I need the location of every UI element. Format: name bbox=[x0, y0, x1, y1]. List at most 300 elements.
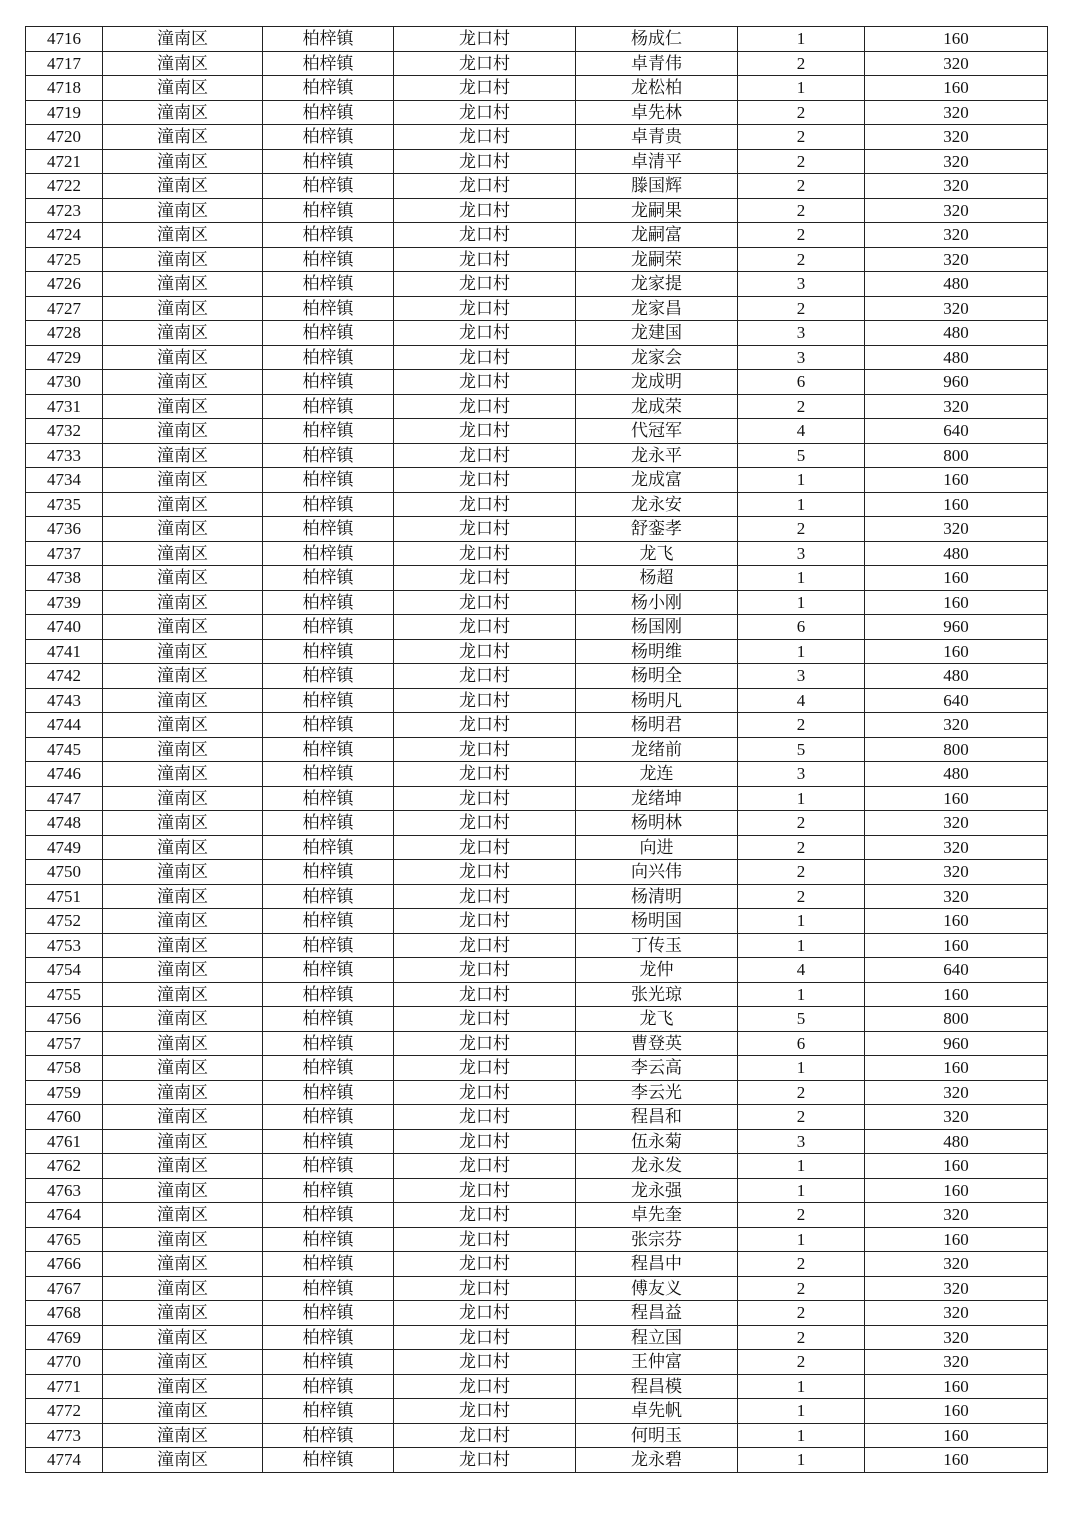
cell-persons: 1 bbox=[738, 1178, 865, 1203]
cell-name: 卓先奎 bbox=[576, 1203, 738, 1228]
cell-district: 潼南区 bbox=[103, 125, 263, 150]
cell-district: 潼南区 bbox=[103, 1325, 263, 1350]
cell-no: 4748 bbox=[26, 811, 103, 836]
cell-persons: 5 bbox=[738, 737, 865, 762]
table-row bbox=[26, 688, 1048, 713]
cell-town: 柏梓镇 bbox=[263, 149, 394, 174]
cell-amount: 320 bbox=[865, 149, 1048, 174]
cell-village: 龙口村 bbox=[394, 1031, 576, 1056]
cell-town: 柏梓镇 bbox=[263, 1423, 394, 1448]
cell-persons: 2 bbox=[738, 100, 865, 125]
cell-district: 潼南区 bbox=[103, 419, 263, 444]
table-row bbox=[26, 1301, 1048, 1326]
cell-village: 龙口村 bbox=[394, 1178, 576, 1203]
cell-district: 潼南区 bbox=[103, 737, 263, 762]
cell-district: 潼南区 bbox=[103, 1227, 263, 1252]
table-row bbox=[26, 860, 1048, 885]
table-row bbox=[26, 394, 1048, 419]
cell-name: 杨清明 bbox=[576, 884, 738, 909]
cell-amount: 160 bbox=[865, 982, 1048, 1007]
cell-name: 杨明全 bbox=[576, 664, 738, 689]
cell-village: 龙口村 bbox=[394, 174, 576, 199]
cell-district: 潼南区 bbox=[103, 1031, 263, 1056]
table-row bbox=[26, 149, 1048, 174]
cell-amount: 320 bbox=[865, 1350, 1048, 1375]
cell-no: 4725 bbox=[26, 247, 103, 272]
cell-no: 4731 bbox=[26, 394, 103, 419]
cell-persons: 4 bbox=[738, 419, 865, 444]
cell-persons: 2 bbox=[738, 198, 865, 223]
cell-amount: 160 bbox=[865, 1399, 1048, 1424]
cell-village: 龙口村 bbox=[394, 1203, 576, 1228]
cell-town: 柏梓镇 bbox=[263, 615, 394, 640]
cell-amount: 480 bbox=[865, 762, 1048, 787]
cell-district: 潼南区 bbox=[103, 27, 263, 52]
cell-name: 杨小刚 bbox=[576, 590, 738, 615]
cell-persons: 2 bbox=[738, 811, 865, 836]
cell-town: 柏梓镇 bbox=[263, 713, 394, 738]
cell-town: 柏梓镇 bbox=[263, 762, 394, 787]
cell-town: 柏梓镇 bbox=[263, 1325, 394, 1350]
cell-district: 潼南区 bbox=[103, 1007, 263, 1032]
cell-amount: 640 bbox=[865, 958, 1048, 983]
cell-amount: 320 bbox=[865, 713, 1048, 738]
cell-village: 龙口村 bbox=[394, 909, 576, 934]
cell-persons: 1 bbox=[738, 1448, 865, 1473]
cell-name: 龙嗣果 bbox=[576, 198, 738, 223]
cell-district: 潼南区 bbox=[103, 1080, 263, 1105]
cell-village: 龙口村 bbox=[394, 811, 576, 836]
cell-town: 柏梓镇 bbox=[263, 1252, 394, 1277]
cell-persons: 1 bbox=[738, 1423, 865, 1448]
cell-persons: 1 bbox=[738, 1374, 865, 1399]
cell-name: 龙建国 bbox=[576, 321, 738, 346]
cell-village: 龙口村 bbox=[394, 100, 576, 125]
cell-village: 龙口村 bbox=[394, 1374, 576, 1399]
cell-no: 4763 bbox=[26, 1178, 103, 1203]
table-row bbox=[26, 884, 1048, 909]
cell-name: 龙成明 bbox=[576, 370, 738, 395]
cell-persons: 2 bbox=[738, 149, 865, 174]
cell-amount: 160 bbox=[865, 933, 1048, 958]
cell-no: 4722 bbox=[26, 174, 103, 199]
cell-name: 曹登英 bbox=[576, 1031, 738, 1056]
cell-town: 柏梓镇 bbox=[263, 860, 394, 885]
cell-district: 潼南区 bbox=[103, 492, 263, 517]
cell-town: 柏梓镇 bbox=[263, 1301, 394, 1326]
cell-name: 龙飞 bbox=[576, 541, 738, 566]
cell-persons: 1 bbox=[738, 933, 865, 958]
cell-district: 潼南区 bbox=[103, 247, 263, 272]
cell-village: 龙口村 bbox=[394, 1105, 576, 1130]
cell-name: 龙永安 bbox=[576, 492, 738, 517]
cell-persons: 1 bbox=[738, 1154, 865, 1179]
cell-amount: 320 bbox=[865, 811, 1048, 836]
table-row bbox=[26, 1399, 1048, 1424]
table-row bbox=[26, 835, 1048, 860]
table-row bbox=[26, 443, 1048, 468]
cell-district: 潼南区 bbox=[103, 1399, 263, 1424]
cell-no: 4720 bbox=[26, 125, 103, 150]
table-row bbox=[26, 1178, 1048, 1203]
cell-town: 柏梓镇 bbox=[263, 664, 394, 689]
cell-district: 潼南区 bbox=[103, 688, 263, 713]
cell-amount: 800 bbox=[865, 737, 1048, 762]
cell-amount: 800 bbox=[865, 443, 1048, 468]
cell-persons: 2 bbox=[738, 713, 865, 738]
cell-name: 丁传玉 bbox=[576, 933, 738, 958]
table-row bbox=[26, 419, 1048, 444]
cell-village: 龙口村 bbox=[394, 1056, 576, 1081]
cell-town: 柏梓镇 bbox=[263, 272, 394, 297]
table-row bbox=[26, 1325, 1048, 1350]
cell-district: 潼南区 bbox=[103, 1350, 263, 1375]
cell-amount: 320 bbox=[865, 247, 1048, 272]
cell-name: 向兴伟 bbox=[576, 860, 738, 885]
cell-no: 4735 bbox=[26, 492, 103, 517]
cell-district: 潼南区 bbox=[103, 443, 263, 468]
cell-persons: 3 bbox=[738, 1129, 865, 1154]
cell-name: 杨国刚 bbox=[576, 615, 738, 640]
cell-village: 龙口村 bbox=[394, 443, 576, 468]
cell-no: 4739 bbox=[26, 590, 103, 615]
table-row bbox=[26, 982, 1048, 1007]
cell-town: 柏梓镇 bbox=[263, 737, 394, 762]
cell-village: 龙口村 bbox=[394, 884, 576, 909]
table-row bbox=[26, 615, 1048, 640]
cell-district: 潼南区 bbox=[103, 1252, 263, 1277]
cell-village: 龙口村 bbox=[394, 345, 576, 370]
cell-district: 潼南区 bbox=[103, 541, 263, 566]
cell-no: 4767 bbox=[26, 1276, 103, 1301]
cell-no: 4759 bbox=[26, 1080, 103, 1105]
table-row bbox=[26, 639, 1048, 664]
cell-name: 龙家会 bbox=[576, 345, 738, 370]
table-row bbox=[26, 811, 1048, 836]
cell-no: 4723 bbox=[26, 198, 103, 223]
cell-persons: 1 bbox=[738, 566, 865, 591]
table-row bbox=[26, 1080, 1048, 1105]
cell-no: 4749 bbox=[26, 835, 103, 860]
cell-town: 柏梓镇 bbox=[263, 835, 394, 860]
cell-name: 龙飞 bbox=[576, 1007, 738, 1032]
cell-persons: 2 bbox=[738, 247, 865, 272]
cell-town: 柏梓镇 bbox=[263, 1374, 394, 1399]
cell-town: 柏梓镇 bbox=[263, 370, 394, 395]
cell-village: 龙口村 bbox=[394, 541, 576, 566]
cell-district: 潼南区 bbox=[103, 1056, 263, 1081]
cell-town: 柏梓镇 bbox=[263, 1178, 394, 1203]
cell-name: 龙成富 bbox=[576, 468, 738, 493]
cell-no: 4765 bbox=[26, 1227, 103, 1252]
cell-village: 龙口村 bbox=[394, 296, 576, 321]
cell-persons: 3 bbox=[738, 541, 865, 566]
cell-village: 龙口村 bbox=[394, 321, 576, 346]
cell-persons: 1 bbox=[738, 909, 865, 934]
cell-no: 4768 bbox=[26, 1301, 103, 1326]
cell-village: 龙口村 bbox=[394, 860, 576, 885]
cell-persons: 1 bbox=[738, 590, 865, 615]
cell-amount: 160 bbox=[865, 566, 1048, 591]
cell-village: 龙口村 bbox=[394, 639, 576, 664]
cell-village: 龙口村 bbox=[394, 713, 576, 738]
cell-village: 龙口村 bbox=[394, 223, 576, 248]
cell-no: 4751 bbox=[26, 884, 103, 909]
cell-name: 舒銮孝 bbox=[576, 517, 738, 542]
table-row bbox=[26, 713, 1048, 738]
cell-village: 龙口村 bbox=[394, 468, 576, 493]
cell-name: 何明玉 bbox=[576, 1423, 738, 1448]
cell-name: 王仲富 bbox=[576, 1350, 738, 1375]
table-row bbox=[26, 1105, 1048, 1130]
cell-town: 柏梓镇 bbox=[263, 51, 394, 76]
cell-persons: 3 bbox=[738, 272, 865, 297]
cell-amount: 320 bbox=[865, 860, 1048, 885]
cell-persons: 6 bbox=[738, 615, 865, 640]
cell-district: 潼南区 bbox=[103, 100, 263, 125]
cell-amount: 160 bbox=[865, 1154, 1048, 1179]
table-row bbox=[26, 1203, 1048, 1228]
cell-no: 4757 bbox=[26, 1031, 103, 1056]
cell-name: 卓清平 bbox=[576, 149, 738, 174]
cell-no: 4766 bbox=[26, 1252, 103, 1277]
cell-town: 柏梓镇 bbox=[263, 198, 394, 223]
cell-name: 卓青贵 bbox=[576, 125, 738, 150]
cell-village: 龙口村 bbox=[394, 786, 576, 811]
cell-district: 潼南区 bbox=[103, 468, 263, 493]
cell-amount: 320 bbox=[865, 1105, 1048, 1130]
cell-amount: 160 bbox=[865, 492, 1048, 517]
cell-town: 柏梓镇 bbox=[263, 1031, 394, 1056]
cell-name: 龙松柏 bbox=[576, 76, 738, 101]
cell-village: 龙口村 bbox=[394, 125, 576, 150]
table-row bbox=[26, 737, 1048, 762]
table-row bbox=[26, 468, 1048, 493]
cell-amount: 480 bbox=[865, 1129, 1048, 1154]
cell-name: 龙永碧 bbox=[576, 1448, 738, 1473]
cell-no: 4730 bbox=[26, 370, 103, 395]
cell-town: 柏梓镇 bbox=[263, 590, 394, 615]
cell-village: 龙口村 bbox=[394, 590, 576, 615]
cell-district: 潼南区 bbox=[103, 590, 263, 615]
cell-village: 龙口村 bbox=[394, 566, 576, 591]
cell-persons: 2 bbox=[738, 1203, 865, 1228]
cell-no: 4727 bbox=[26, 296, 103, 321]
cell-name: 张宗芬 bbox=[576, 1227, 738, 1252]
cell-village: 龙口村 bbox=[394, 933, 576, 958]
cell-amount: 480 bbox=[865, 541, 1048, 566]
cell-district: 潼南区 bbox=[103, 664, 263, 689]
cell-amount: 320 bbox=[865, 51, 1048, 76]
cell-name: 龙家提 bbox=[576, 272, 738, 297]
cell-district: 潼南区 bbox=[103, 909, 263, 934]
cell-no: 4755 bbox=[26, 982, 103, 1007]
cell-district: 潼南区 bbox=[103, 933, 263, 958]
cell-persons: 6 bbox=[738, 1031, 865, 1056]
cell-persons: 2 bbox=[738, 1325, 865, 1350]
cell-persons: 3 bbox=[738, 664, 865, 689]
cell-name: 龙连 bbox=[576, 762, 738, 787]
cell-name: 程昌和 bbox=[576, 1105, 738, 1130]
cell-amount: 320 bbox=[865, 296, 1048, 321]
cell-district: 潼南区 bbox=[103, 223, 263, 248]
cell-village: 龙口村 bbox=[394, 517, 576, 542]
cell-name: 张光琼 bbox=[576, 982, 738, 1007]
cell-no: 4752 bbox=[26, 909, 103, 934]
cell-amount: 160 bbox=[865, 1448, 1048, 1473]
table-row bbox=[26, 247, 1048, 272]
cell-district: 潼南区 bbox=[103, 835, 263, 860]
cell-district: 潼南区 bbox=[103, 1276, 263, 1301]
cell-name: 龙永强 bbox=[576, 1178, 738, 1203]
cell-amount: 160 bbox=[865, 1056, 1048, 1081]
cell-persons: 1 bbox=[738, 982, 865, 1007]
cell-persons: 5 bbox=[738, 443, 865, 468]
cell-no: 4754 bbox=[26, 958, 103, 983]
cell-name: 卓先帆 bbox=[576, 1399, 738, 1424]
cell-town: 柏梓镇 bbox=[263, 174, 394, 199]
cell-persons: 2 bbox=[738, 51, 865, 76]
cell-name: 程昌模 bbox=[576, 1374, 738, 1399]
cell-town: 柏梓镇 bbox=[263, 223, 394, 248]
cell-name: 卓青伟 bbox=[576, 51, 738, 76]
cell-persons: 3 bbox=[738, 321, 865, 346]
cell-amount: 160 bbox=[865, 1423, 1048, 1448]
cell-no: 4732 bbox=[26, 419, 103, 444]
cell-no: 4746 bbox=[26, 762, 103, 787]
cell-district: 潼南区 bbox=[103, 615, 263, 640]
cell-no: 4742 bbox=[26, 664, 103, 689]
cell-amount: 160 bbox=[865, 590, 1048, 615]
cell-amount: 160 bbox=[865, 909, 1048, 934]
cell-no: 4734 bbox=[26, 468, 103, 493]
cell-amount: 160 bbox=[865, 1374, 1048, 1399]
cell-no: 4743 bbox=[26, 688, 103, 713]
cell-town: 柏梓镇 bbox=[263, 100, 394, 125]
cell-district: 潼南区 bbox=[103, 958, 263, 983]
cell-persons: 1 bbox=[738, 492, 865, 517]
cell-no: 4770 bbox=[26, 1350, 103, 1375]
cell-town: 柏梓镇 bbox=[263, 321, 394, 346]
table-row bbox=[26, 345, 1048, 370]
cell-no: 4758 bbox=[26, 1056, 103, 1081]
table-row bbox=[26, 1129, 1048, 1154]
cell-persons: 1 bbox=[738, 1056, 865, 1081]
cell-district: 潼南区 bbox=[103, 1203, 263, 1228]
cell-no: 4721 bbox=[26, 149, 103, 174]
cell-district: 潼南区 bbox=[103, 321, 263, 346]
cell-no: 4756 bbox=[26, 1007, 103, 1032]
cell-village: 龙口村 bbox=[394, 1276, 576, 1301]
cell-name: 卓先林 bbox=[576, 100, 738, 125]
cell-town: 柏梓镇 bbox=[263, 811, 394, 836]
table-row bbox=[26, 198, 1048, 223]
cell-town: 柏梓镇 bbox=[263, 958, 394, 983]
cell-persons: 1 bbox=[738, 27, 865, 52]
cell-name: 李云高 bbox=[576, 1056, 738, 1081]
cell-persons: 2 bbox=[738, 1252, 865, 1277]
cell-name: 龙绪前 bbox=[576, 737, 738, 762]
cell-town: 柏梓镇 bbox=[263, 296, 394, 321]
cell-no: 4717 bbox=[26, 51, 103, 76]
cell-persons: 2 bbox=[738, 884, 865, 909]
cell-no: 4769 bbox=[26, 1325, 103, 1350]
cell-name: 伍永菊 bbox=[576, 1129, 738, 1154]
cell-persons: 6 bbox=[738, 370, 865, 395]
cell-no: 4737 bbox=[26, 541, 103, 566]
cell-district: 潼南区 bbox=[103, 345, 263, 370]
cell-no: 4747 bbox=[26, 786, 103, 811]
cell-district: 潼南区 bbox=[103, 860, 263, 885]
cell-amount: 480 bbox=[865, 321, 1048, 346]
cell-no: 4764 bbox=[26, 1203, 103, 1228]
cell-town: 柏梓镇 bbox=[263, 1399, 394, 1424]
cell-amount: 160 bbox=[865, 786, 1048, 811]
cell-district: 潼南区 bbox=[103, 1448, 263, 1473]
cell-name: 杨超 bbox=[576, 566, 738, 591]
table-row bbox=[26, 762, 1048, 787]
cell-district: 潼南区 bbox=[103, 1301, 263, 1326]
cell-persons: 2 bbox=[738, 296, 865, 321]
cell-village: 龙口村 bbox=[394, 27, 576, 52]
cell-town: 柏梓镇 bbox=[263, 1448, 394, 1473]
cell-village: 龙口村 bbox=[394, 1423, 576, 1448]
cell-village: 龙口村 bbox=[394, 1350, 576, 1375]
cell-village: 龙口村 bbox=[394, 370, 576, 395]
table-row bbox=[26, 272, 1048, 297]
cell-village: 龙口村 bbox=[394, 688, 576, 713]
cell-amount: 320 bbox=[865, 174, 1048, 199]
table-row bbox=[26, 1276, 1048, 1301]
cell-persons: 1 bbox=[738, 639, 865, 664]
table-row bbox=[26, 51, 1048, 76]
cell-town: 柏梓镇 bbox=[263, 27, 394, 52]
cell-amount: 480 bbox=[865, 664, 1048, 689]
cell-village: 龙口村 bbox=[394, 1252, 576, 1277]
cell-no: 4719 bbox=[26, 100, 103, 125]
cell-town: 柏梓镇 bbox=[263, 786, 394, 811]
cell-amount: 160 bbox=[865, 76, 1048, 101]
cell-persons: 2 bbox=[738, 394, 865, 419]
cell-village: 龙口村 bbox=[394, 198, 576, 223]
document-page bbox=[25, 26, 1048, 1473]
cell-town: 柏梓镇 bbox=[263, 566, 394, 591]
table-row bbox=[26, 492, 1048, 517]
cell-no: 4740 bbox=[26, 615, 103, 640]
cell-town: 柏梓镇 bbox=[263, 1105, 394, 1130]
cell-district: 潼南区 bbox=[103, 1423, 263, 1448]
cell-village: 龙口村 bbox=[394, 615, 576, 640]
cell-district: 潼南区 bbox=[103, 566, 263, 591]
cell-no: 4761 bbox=[26, 1129, 103, 1154]
cell-persons: 2 bbox=[738, 174, 865, 199]
cell-amount: 320 bbox=[865, 1301, 1048, 1326]
cell-town: 柏梓镇 bbox=[263, 125, 394, 150]
cell-town: 柏梓镇 bbox=[263, 1154, 394, 1179]
cell-name: 杨明林 bbox=[576, 811, 738, 836]
cell-village: 龙口村 bbox=[394, 835, 576, 860]
cell-amount: 640 bbox=[865, 419, 1048, 444]
cell-village: 龙口村 bbox=[394, 1080, 576, 1105]
cell-village: 龙口村 bbox=[394, 1007, 576, 1032]
cell-village: 龙口村 bbox=[394, 272, 576, 297]
table-row bbox=[26, 321, 1048, 346]
table-row bbox=[26, 1056, 1048, 1081]
cell-district: 潼南区 bbox=[103, 786, 263, 811]
cell-town: 柏梓镇 bbox=[263, 394, 394, 419]
cell-town: 柏梓镇 bbox=[263, 982, 394, 1007]
cell-district: 潼南区 bbox=[103, 272, 263, 297]
